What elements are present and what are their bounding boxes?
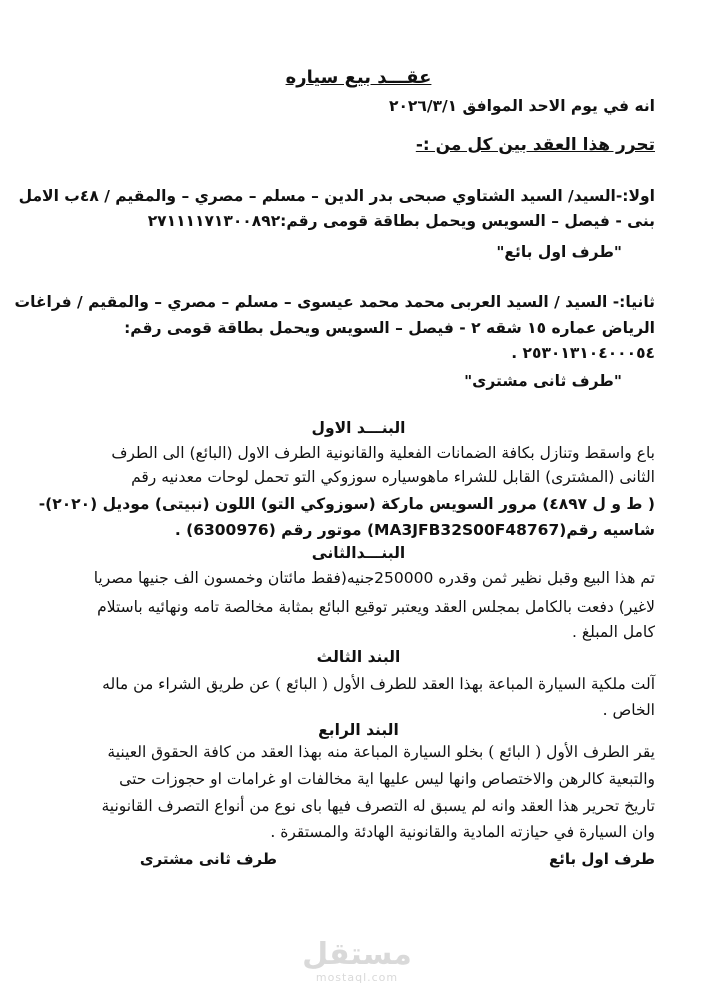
clause-4-heading: البند الرابع xyxy=(318,721,399,739)
clause-4-line-1: يقر الطرف الأول ( البائع ) بخلو السيارة المباعة منه بهذا العقد من كافة الحقوق العينية xyxy=(107,743,655,761)
watermark-arabic: مستقل xyxy=(302,937,412,972)
clause-1-heading: البنـــد الاول xyxy=(311,419,406,437)
clause-4-line-3: تاريخ تحرير هذا العقد وانه لم يسبق له التصرف فيها باى نوع من أنواع التصرف القانونية xyxy=(101,797,655,815)
first-party-role: "طرف اول بائع" xyxy=(496,243,622,261)
clause-1-line-3: ( ط و ل ٤٨٩٧) مرور السويس ماركة (سوزوكي التو) اللون (نبيتى) موديل (٢٠٢٠)- xyxy=(38,495,655,513)
date-line: انه في يوم الاحد الموافق ٢٠٢٦/٣/١ xyxy=(389,97,655,115)
second-party-line-1: ثانيا:- السيد / السيد العربى محمد محمد عيسوى – مسلم – مصري – والمقيم / فراغات xyxy=(14,293,655,311)
mostaql-watermark xyxy=(302,938,412,984)
clause-1-line-2: الثانى (المشترى) القابل للشراء ماهوسياره سوزوكي التو تحمل لوحات معدنيه رقم xyxy=(131,468,655,486)
second-party-line-3: ٢٥٣٠١٣١٠٤٠٠٠٥٤ . xyxy=(511,344,655,362)
clause-4-line-2: والتبعية كالرهن والاختصاص وانها ليس عليها اية مخالفات او غرامات او حجوزات حتى xyxy=(119,770,655,788)
watermark-latin: mostaql.com xyxy=(315,971,399,984)
clause-3-heading: البند الثالث xyxy=(316,648,401,666)
clause-4-line-4: وان السيارة في حيازته المادية والقانونية الهادئة والمستقرة . xyxy=(270,823,655,841)
clause-2-line-2: لاغير) دفعت بالكامل بمجلس العقد ويعتبر توقيع البائع بمثابة مخالصة تامه ونهائيه باستلام xyxy=(97,598,655,616)
seller-signature-label: طرف اول بائع xyxy=(549,850,655,868)
contract-title: عقـــد بيع سياره xyxy=(285,67,432,88)
second-party-line-2: الرياض عماره ١٥ شقه ٢ - فيصل – السويس ويحمل بطاقة قومى رقم: xyxy=(124,319,655,337)
first-party-line-2: بنى - فيصل – السويس ويحمل بطاقة قومى رقم:٢٧١١١١٧١٣٠٠٨٩٢ xyxy=(147,212,655,230)
between-line: تحرر هذا العقد بين كل من :- xyxy=(415,135,655,155)
second-party-role: "طرف ثانى مشترى" xyxy=(464,372,622,390)
clause-2-heading: البنـــدالثانى xyxy=(311,544,406,562)
clause-1-line-1: باع واسقط وتنازل بكافة الضمانات الفعلية والقانونية الطرف الاول (البائع) الى الطرف xyxy=(111,444,655,462)
clause-2-line-1: تم هذا البيع وقبل نظير ثمن وقدره 250000جنيه(فقط مائتان وخمسون الف جنيها مصريا xyxy=(93,569,655,587)
clause-2-line-3: كامل المبلغ . xyxy=(572,623,655,641)
buyer-signature-label: طرف ثانى مشترى xyxy=(139,850,277,868)
clause-1-line-4: شاسيه رقم(MA3JFB32S00F48767) موتور رقم (6300976) . xyxy=(174,521,655,539)
clause-3-line-1: آلت ملكية السيارة المباعة بهذا العقد للطرف الأول ( البائع ) عن طريق الشراء من ماله xyxy=(102,675,655,693)
first-party-line-1: اولا:-السيد/ السيد الشتاوي صبحى بدر الدين – مسلم – مصري – والمقيم / ٤٨ب الامل xyxy=(18,187,655,205)
clause-3-line-2: الخاص . xyxy=(602,701,655,719)
